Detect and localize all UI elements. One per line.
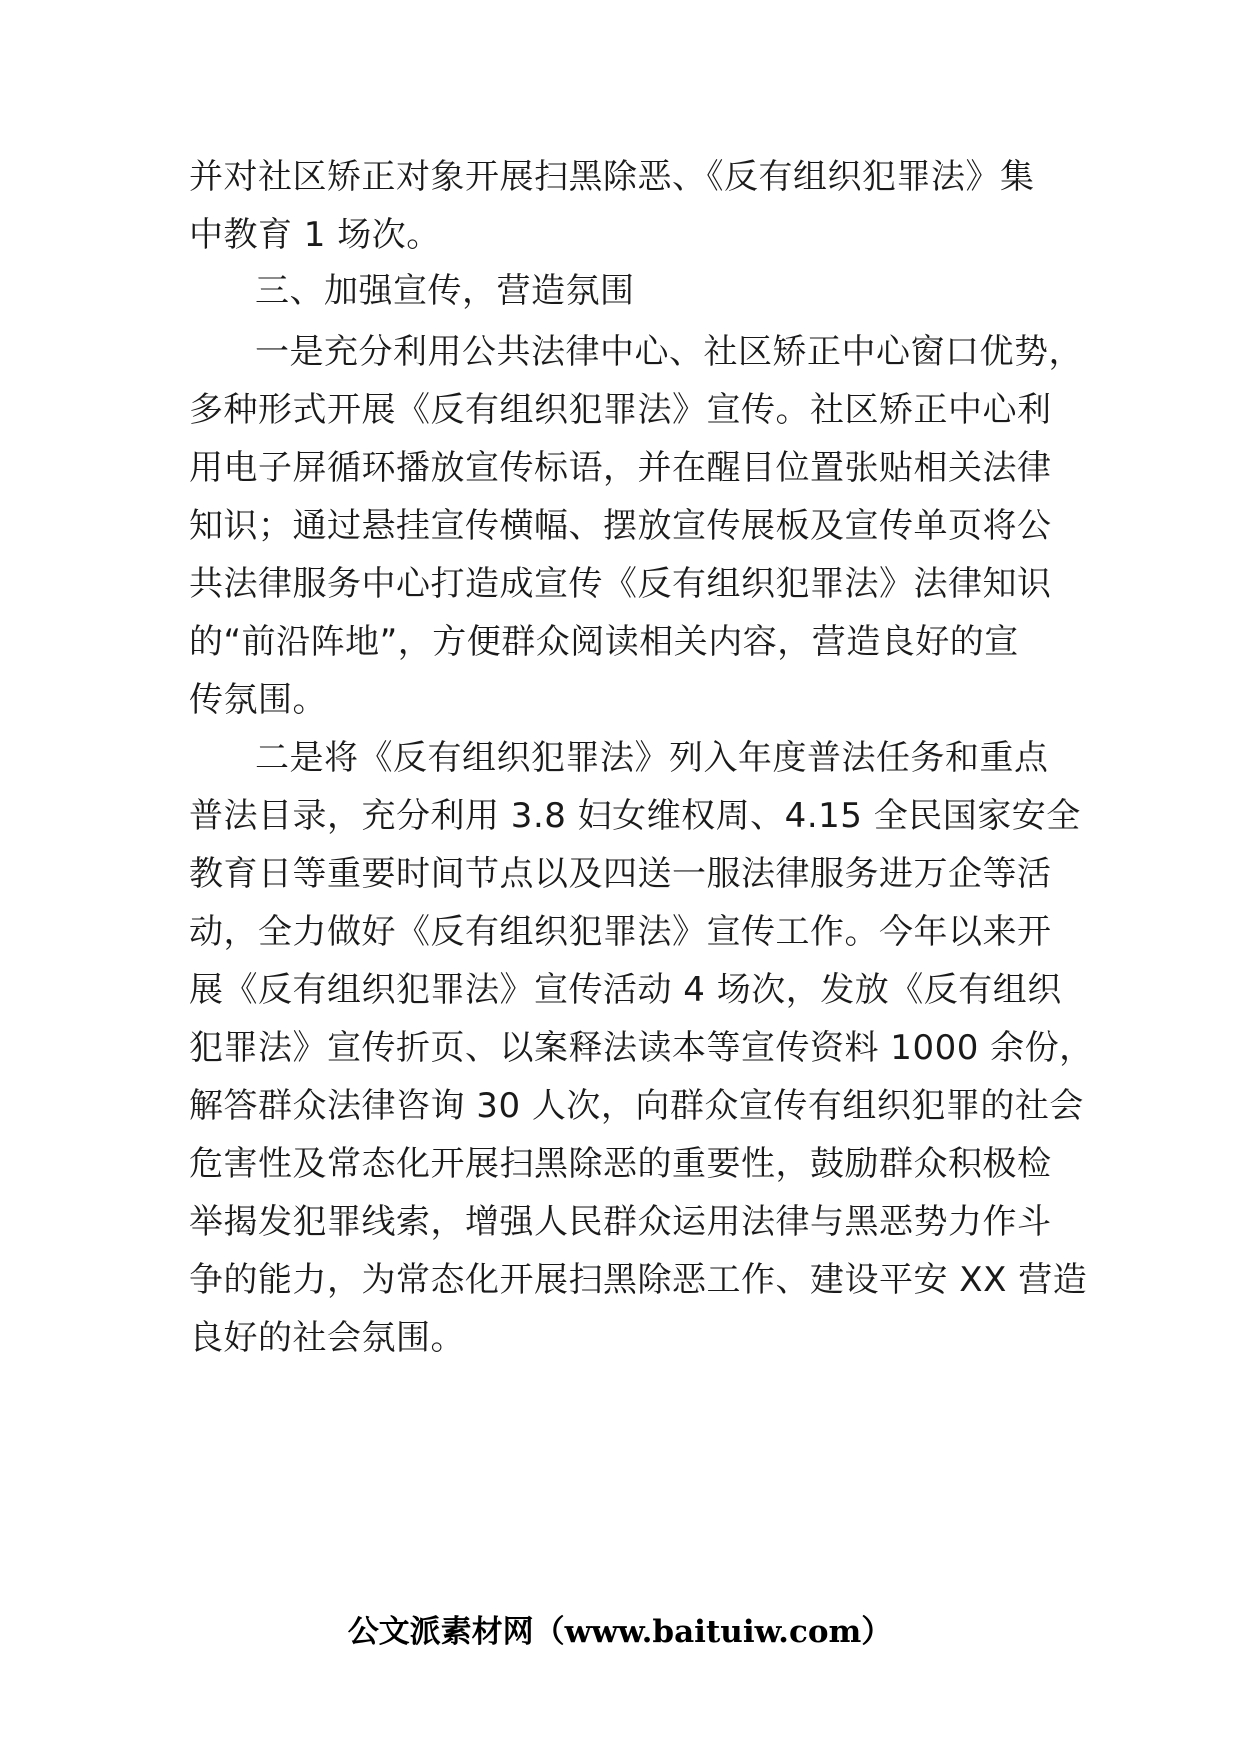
text-line: 共法律服务中心打造成宣传《反有组织犯罪法》法律知识: [189, 564, 1052, 604]
text-line: 良好的社会氛围。: [189, 1318, 465, 1358]
text-line: 展《反有组织犯罪法》宣传活动 4 场次，发放《反有组织: [189, 970, 1062, 1010]
text-line: 解答群众法律咨询 30 人次，向群众宣传有组织犯罪的社会: [189, 1086, 1084, 1126]
text-line: 教育日等重要时间节点以及四送一服法律服务进万企等活: [189, 854, 1052, 894]
paragraph-start: 一是充分利用公共法律中心、社区矫正中心窗口优势，: [255, 332, 1083, 372]
text-line: 知识；通过悬挂宣传横幅、摆放宣传展板及宣传单页将公: [189, 506, 1052, 546]
footer-watermark: 公文派素材网（www.baituiw.com）: [347, 1614, 893, 1650]
text-line: 普法目录，充分利用 3.8 妇女维权周、4.15 全民国家安全: [189, 796, 1081, 836]
text-line: 争的能力，为常态化开展扫黑除恶工作、建设平安 XX 营造: [189, 1260, 1088, 1300]
text-line: 传氛围。: [189, 680, 327, 720]
text-line: 危害性及常态化开展扫黑除恶的重要性，鼓励群众积极检: [189, 1144, 1052, 1184]
text-line: 中教育 1 场次。: [189, 215, 441, 255]
text-line: 并对社区矫正对象开展扫黑除恶、《反有组织犯罪法》集: [189, 157, 1035, 197]
text-line: 犯罪法》宣传折页、以案释法读本等宣传资料 1000 余份，: [189, 1028, 1094, 1068]
section-heading: 三、加强宣传，营造氛围: [255, 271, 635, 311]
text-line: 举揭发犯罪线索，增强人民群众运用法律与黑恶势力作斗: [189, 1202, 1052, 1242]
text-line: 用电子屏循环播放宣传标语，并在醒目位置张贴相关法律: [189, 448, 1052, 488]
paragraph-start: 二是将《反有组织犯罪法》列入年度普法任务和重点: [255, 738, 1049, 778]
text-line: 动，全力做好《反有组织犯罪法》宣传工作。今年以来开: [189, 912, 1052, 952]
text-line: 的“前沿阵地”，方便群众阅读相关内容，营造良好的宣: [189, 622, 1019, 662]
text-line: 多种形式开展《反有组织犯罪法》宣传。社区矫正中心利: [189, 390, 1052, 430]
